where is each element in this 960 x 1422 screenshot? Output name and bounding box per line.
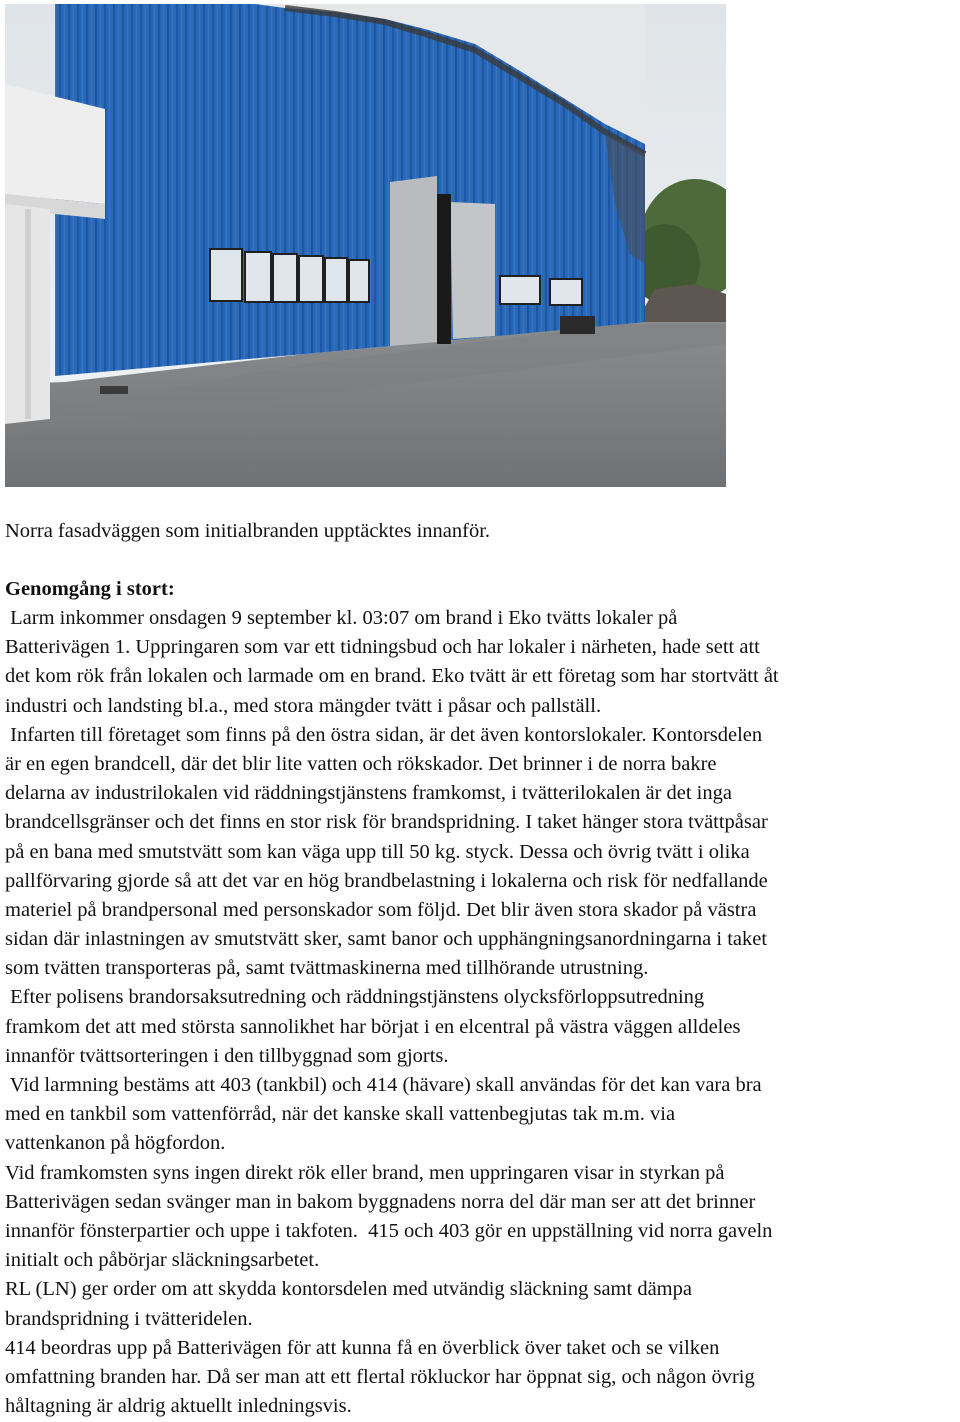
text-line: brandcellsgränser och det finns en stor risk för brandspridning. I taket hänger stora tvättpåsar	[5, 811, 768, 834]
text-line: initialt och påbörjar släckningsarbetet.	[5, 1249, 320, 1272]
text-line: 414 beordras upp på Batterivägen för att kunna få en överblick över taket och se vilken	[5, 1336, 720, 1359]
text-line: på en bana med smutstvätt som kan väga upp till 50 kg. styck. Dessa och övrig tvätt i olika	[5, 840, 750, 863]
text-line: Vid framkomsten syns ingen direkt rök eller brand, men uppringaren visar in styrkan på	[5, 1161, 725, 1184]
text-line: RL (LN) ger order om att skydda kontorsdelen med utvändig släckning samt dämpa	[5, 1278, 692, 1301]
text-line: Larm inkommer onsdagen 9 september kl. 03:07 om brand i Eko tvätts lokaler på	[5, 607, 678, 629]
text-line: innanför fönsterpartier och uppe i takfoten. 415 och 403 gör en uppställning vid norra gaveln	[5, 1219, 773, 1242]
text-line: Vid larmning bestäms att 403 (tankbil) och 414 (hävare) skall användas för det kan vara bra	[5, 1074, 762, 1096]
text-line: framkom det att med största sannolikhet har börjat i en elcentral på västra väggen alldeles	[5, 1015, 741, 1038]
text-line: omfattning branden har. Då ser man att ett flertal rökluckor har öppnat sig, och någon övrig	[5, 1365, 755, 1388]
body-text	[5, 604, 960, 1421]
text-line: är en egen brandcell, där det blir lite vatten och rökskador. Det brinner i de norra bakre	[5, 752, 717, 775]
text-line: innanför tvättsorteringen i den tillbyggnad som gjorts.	[5, 1044, 449, 1067]
text-line: med en tankbil som vattenförråd, när det kanske skall vattenbegjutas tak m.m. via	[5, 1103, 676, 1126]
text-line: Efter polisens brandorsaksutredning och räddningstjänstens olycksförloppsutredning	[5, 986, 705, 1009]
text-line: pallförvaring gjorde så att det var en hög brandbelastning i lokalerna och risk för nedfallande	[5, 869, 768, 892]
text-line: delarna av industrilokalen vid räddningstjänstens framkomst, i tvätterilokalen är det inga	[5, 782, 732, 805]
text-line: brandspridning i tvätteridelen.	[5, 1307, 253, 1330]
text-line: materiel på brandpersonal med personskador som följd. Det blir även stora skador på västra	[5, 898, 757, 921]
text-line: industri och landsting bl.a., med stora mängder tvätt i påsar och pallställ.	[5, 694, 602, 717]
text-line: vattenkanon på högfordon.	[5, 1132, 226, 1155]
building-photo-illustration	[5, 4, 726, 487]
text-line: det kom rök från lokalen och larmade om en brand. Eko tvätt är ett företag som har stortvätt åt	[5, 665, 779, 688]
text-line: sidan där inlastningen av smutstvätt sker, samt banor och upphängningsanordningarna i taket	[5, 928, 768, 951]
text-line: Batterivägen sedan svänger man in bakom byggnadens norra del där man ser att det brinner	[5, 1190, 756, 1213]
section-heading: Genomgång i stort:	[5, 578, 175, 600]
building-photo	[5, 4, 726, 487]
text-line: håltagning är aldrig aktuellt inledningsvis.	[5, 1395, 352, 1418]
text-line: som tvätten transporteras på, samt tvättmaskinerna med tillhörande utrustning.	[5, 957, 649, 980]
photo-caption: Norra fasadväggen som initialbranden upptäcktes innanför.	[5, 520, 491, 542]
text-line: Batterivägen 1. Uppringaren som var ett tidningsbud och har lokaler i närheten, hade sett att	[5, 636, 760, 659]
text-line: Infarten till företaget som finns på den östra sidan, är det även kontorslokaler. Kontorsdelen	[5, 723, 763, 746]
